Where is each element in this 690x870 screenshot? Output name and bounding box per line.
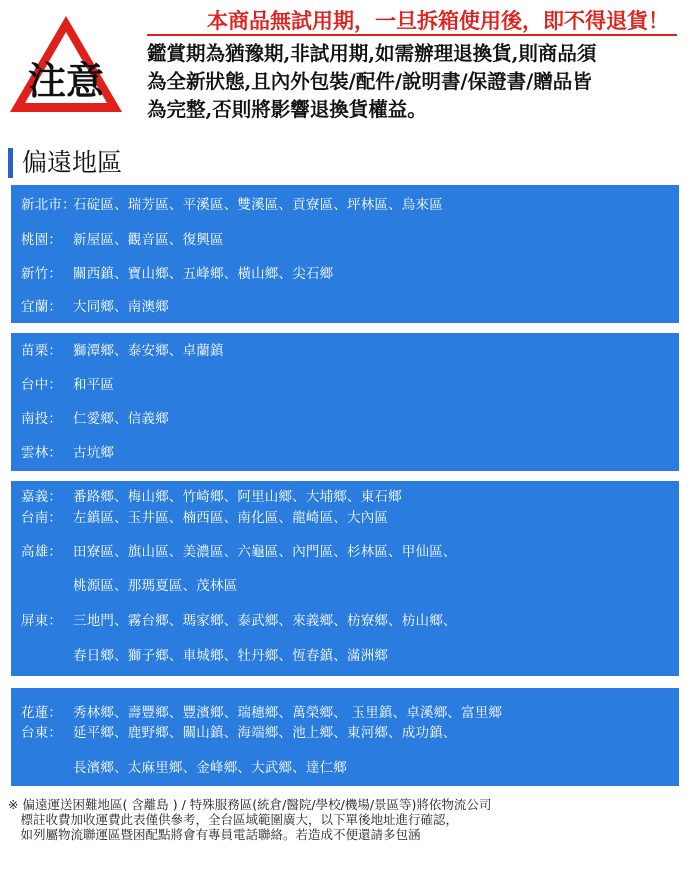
region-list: 桃源區、那瑪夏區、茂林區 [73, 578, 238, 594]
region-label: 桃園： [21, 232, 63, 248]
region-block-north [11, 185, 679, 323]
region-row [21, 265, 333, 283]
region-list: 春日鄉、獅子鄉、車城鄉、牡丹鄉、恆春鎮、滿洲鄉 [73, 648, 389, 664]
region-row [21, 488, 402, 506]
region-row [21, 612, 457, 630]
region-row [21, 704, 502, 722]
region-row [21, 577, 237, 595]
region-row [21, 647, 388, 665]
region-list: 大同鄉、南澳鄉 [73, 299, 169, 315]
region-list: 古坑鄉 [73, 445, 115, 461]
region-label: 新北市： [21, 197, 76, 213]
region-label: 新竹： [21, 266, 63, 282]
section-title: 偏遠地區 [22, 148, 123, 177]
region-list: 延平鄉、鹿野鄉、關山鎮、海端鄉、池上鄉、東河鄉、成功鎮、 [73, 725, 457, 741]
region-block-south [11, 481, 679, 676]
notice-badge-text: 注意 [27, 59, 105, 103]
region-row [21, 298, 169, 316]
region-label: 宜蘭： [21, 299, 63, 315]
footnote-line: ※ 偏遠運送困難地區( 含離島 ) / 特殊服務區(統倉/醫院/學校/機場/景區等)將依物流公司 [8, 797, 492, 812]
region-row [21, 196, 443, 214]
region-row [21, 410, 169, 428]
warning-triangle-icon [8, 14, 124, 114]
region-label: 南投： [21, 411, 63, 427]
region-label: 高雄： [21, 544, 63, 560]
notice-body-line: 為全新狀態,且內外包裝/配件/說明書/保證書/贈品皆 [147, 70, 592, 93]
region-label: 屏東： [21, 613, 63, 629]
region-label: 嘉義： [21, 489, 63, 505]
region-list: 三地門、霧台鄉、瑪家鄉、泰武鄉、來義鄉、枋寮鄉、枋山鄉、 [73, 613, 457, 629]
region-list: 獅潭鄉、泰安鄉、卓蘭鎮 [73, 343, 224, 359]
notice-title: 本商品無試用期，一旦拆箱使用後，即不得退貨！ [147, 6, 677, 36]
notice-body [147, 40, 677, 124]
region-list: 石碇區、瑞芳區、平溪區、雙溪區、貢寮區、坪林區、烏來區 [73, 197, 443, 213]
region-block-east [11, 688, 679, 786]
region-label: 雲林： [21, 445, 63, 461]
footnote [8, 797, 668, 842]
notice-body-line: 鑑賞期為猶豫期,非試用期,如需辦理退換貨,則商品須 [147, 42, 597, 65]
region-row [21, 444, 114, 462]
region-list: 和平區 [73, 377, 115, 393]
region-row [21, 231, 224, 249]
region-list: 左鎮區、玉井區、楠西區、南化區、龍崎區、大內區 [73, 510, 389, 526]
region-label: 花蓮： [21, 705, 63, 721]
region-row [21, 543, 457, 561]
notice-header [0, 0, 690, 128]
footnote-line: 標註收費加收運費此表僅供參考，全台區域範圍廣大，以下單後地址進行確認， [8, 812, 459, 827]
region-list: 仁愛鄉、信義鄉 [73, 411, 169, 427]
region-row [21, 342, 224, 360]
region-row [21, 724, 457, 742]
region-list: 關西鎮、寶山鄉、五峰鄉、橫山鄉、尖石鄉 [73, 266, 334, 282]
region-label: 苗栗： [21, 343, 63, 359]
region-label: 台中： [21, 377, 63, 393]
region-list: 秀林鄉、壽豐鄉、豐濱鄉、瑞穗鄉、萬榮鄉、 玉里鎮、卓溪鄉、富里鄉 [73, 705, 503, 721]
region-row [21, 759, 347, 777]
region-row [21, 509, 388, 527]
region-row [21, 376, 114, 394]
region-list: 新屋區、觀音區、復興區 [73, 232, 224, 248]
notice-body-line: 為完整,否則將影響退換貨權益。 [147, 98, 427, 121]
region-list: 番路鄉、梅山鄉、竹崎鄉、阿里山鄉、大埔鄉、東石鄉 [73, 489, 402, 505]
region-list: 田寮區、旗山區、美濃區、六龜區、內門區、杉林區、甲仙區、 [73, 544, 457, 560]
region-block-central [11, 333, 679, 471]
section-accent-bar [8, 148, 13, 178]
region-label: 台南： [21, 510, 63, 526]
region-label: 台東： [21, 725, 63, 741]
region-list: 長濱鄉、太麻里鄉、金峰鄉、大武鄉、達仁鄉 [73, 760, 347, 776]
footnote-line: 如列屬物流聯運區暨困配點將會有專員電話聯絡。若造成不便還請多包涵 [8, 827, 421, 842]
